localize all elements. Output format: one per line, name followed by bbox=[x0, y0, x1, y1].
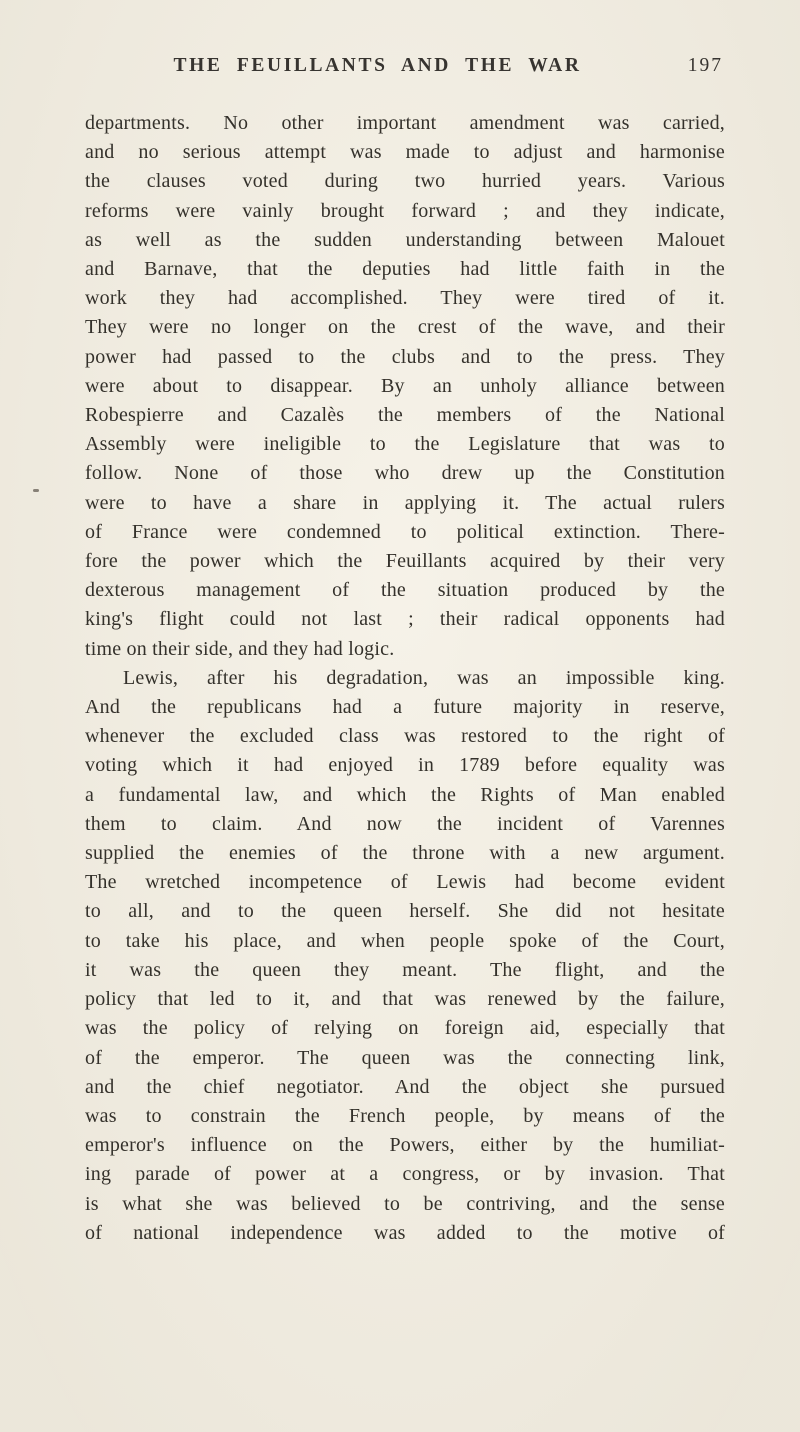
text-line: to take his place, and when people spoke of the Court, bbox=[85, 929, 725, 952]
text-line: the clauses voted during two hurried years. Various bbox=[85, 170, 725, 193]
text-line: of France were condemned to political extinction. There- bbox=[85, 520, 725, 543]
text-line: dexterous management of the situation produced by the bbox=[85, 579, 725, 602]
text-line: time on their side, and they had logic. bbox=[85, 637, 395, 660]
text-line: it was the queen they meant. The flight, and the bbox=[85, 958, 725, 981]
text-line: and Barnave, that the deputies had little faith in the bbox=[85, 258, 725, 281]
text-line: to all, and to the queen herself. She did not hesitate bbox=[85, 900, 725, 923]
text-line: fore the power which the Feuillants acquired by their very bbox=[85, 550, 725, 573]
text-line: power had passed to the clubs and to the press. They bbox=[85, 345, 725, 368]
text-line: reforms were vainly brought forward ; and they indicate, bbox=[85, 199, 725, 222]
text-line: ing parade of power at a congress, or by invasion. That bbox=[85, 1163, 725, 1186]
text-line: voting which it had enjoyed in 1789 before equality was bbox=[85, 754, 725, 777]
text-line: policy that led to it, and that was renewed by the failure, bbox=[85, 988, 725, 1011]
text-line: a fundamental law, and which the Rights of Man enabled bbox=[85, 783, 725, 806]
text-line: work they had accomplished. They were tired of it. bbox=[85, 287, 725, 310]
text-line: were about to disappear. By an unholy alliance between bbox=[85, 374, 725, 397]
text-body bbox=[85, 109, 725, 1248]
text-line: emperor's influence on the Powers, either by the humiliat- bbox=[85, 1134, 725, 1157]
running-header-title: THE FEUILLANTS AND THE WAR bbox=[173, 55, 582, 76]
text-line: The wretched incompetence of Lewis had become evident bbox=[85, 871, 725, 894]
text-line: were to have a share in applying it. The actual rulers bbox=[85, 491, 725, 514]
text-line: And the republicans had a future majority in reserve, bbox=[85, 696, 725, 719]
text-line: Assembly were ineligible to the Legislature that was to bbox=[85, 433, 725, 456]
text-line: Robespierre and Cazalès the members of the National bbox=[85, 404, 725, 427]
text-line: follow. None of those who drew up the Constitution bbox=[85, 462, 725, 485]
text-line: of the emperor. The queen was the connecting link, bbox=[85, 1046, 725, 1069]
text-line: departments. No other important amendment was carried, bbox=[85, 112, 725, 134]
text-line: supplied the enemies of the throne with a new argument. bbox=[85, 842, 725, 865]
paragraph bbox=[85, 109, 725, 664]
text-line: as well as the sudden understanding between Malouet bbox=[85, 228, 725, 251]
text-line: was the policy of relying on foreign aid, especially that bbox=[85, 1017, 725, 1040]
text-line: whenever the excluded class was restored to the right of bbox=[85, 725, 725, 748]
running-header bbox=[85, 55, 725, 81]
scan-artifact bbox=[33, 489, 39, 492]
text-line: and no serious attempt was made to adjust and harmonise bbox=[85, 141, 725, 164]
text-line: Lewis, after his degradation, was an impossible king. bbox=[123, 666, 725, 689]
text-line: is what she was believed to be contriving, and the sense bbox=[85, 1192, 725, 1215]
text-line: king's flight could not last ; their radical opponents had bbox=[85, 608, 725, 631]
text-line: They were no longer on the crest of the wave, and their bbox=[85, 316, 725, 339]
paragraph bbox=[85, 664, 725, 1248]
page-number: 197 bbox=[687, 55, 723, 76]
text-line: was to constrain the French people, by means of the bbox=[85, 1104, 725, 1127]
text-line: of national independence was added to the motive of bbox=[85, 1221, 725, 1244]
text-line: and the chief negotiator. And the object she pursued bbox=[85, 1075, 725, 1098]
text-line: them to claim. And now the incident of Varennes bbox=[85, 812, 725, 835]
